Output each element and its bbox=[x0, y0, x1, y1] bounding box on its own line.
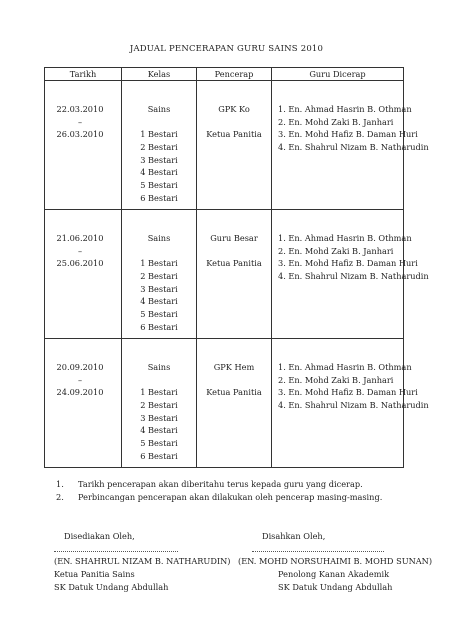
kelas-item: 2 Bestari bbox=[140, 142, 178, 153]
signatory-school: SK Datuk Undang Abdullah bbox=[278, 582, 393, 592]
note-number: 2. bbox=[56, 492, 64, 502]
pencerap-item: Ketua Panitia bbox=[206, 387, 262, 398]
cell-tarikh bbox=[45, 81, 122, 210]
kelas-item bbox=[122, 116, 196, 129]
signature-line bbox=[54, 551, 178, 552]
date-end: 24.09.2010 bbox=[56, 387, 104, 398]
note-item bbox=[56, 478, 382, 491]
date-separator: – bbox=[77, 116, 83, 127]
note-item bbox=[56, 491, 382, 504]
date-end: 25.06.2010 bbox=[56, 258, 104, 269]
date-start: 22.03.2010 bbox=[56, 104, 104, 114]
cell-pencerap bbox=[197, 210, 272, 339]
header-kelas: Kelas bbox=[122, 68, 197, 81]
kelas-item: 6 Bestari bbox=[140, 192, 178, 203]
signature-label: Disahkan Oleh, bbox=[262, 531, 326, 541]
cell-kelas bbox=[122, 81, 197, 210]
page-title: JADUAL PENCERAPAN GURU SAINS 2010 bbox=[129, 44, 324, 54]
guru-item: 4. En. Shahrul Nizam B. Natharudin bbox=[278, 400, 429, 411]
kelas-item: 3 Bestari bbox=[140, 412, 178, 423]
signature-block-left bbox=[54, 530, 231, 594]
signatory-name: (EN. MOHD NORSUHAIMI B. MOHD SUNAN) bbox=[238, 556, 433, 566]
signature-block-right bbox=[238, 530, 432, 594]
cell-pencerap bbox=[197, 339, 272, 468]
pencerap-item bbox=[197, 116, 271, 129]
note-text: Tarikh pencerapan akan diberitahu terus kepada guru yang dicerap. bbox=[78, 479, 363, 489]
kelas-item bbox=[122, 374, 196, 387]
guru-item: 2. En. Mohd Zaki B. Janhari bbox=[278, 245, 394, 256]
kelas-item: 5 Bestari bbox=[140, 438, 178, 449]
date-separator: – bbox=[77, 245, 83, 256]
kelas-item: 6 Bestari bbox=[140, 321, 178, 332]
pencerap-item bbox=[197, 374, 271, 387]
notes-list bbox=[56, 478, 382, 504]
cell-pencerap bbox=[197, 81, 272, 210]
date-separator: – bbox=[77, 374, 83, 385]
kelas-item: 3 Bestari bbox=[140, 154, 178, 165]
guru-item: 4. En. Shahrul Nizam B. Natharudin bbox=[278, 142, 429, 153]
cell-guru-dicerap bbox=[272, 210, 429, 339]
kelas-item: Sains bbox=[147, 362, 171, 372]
cell-guru-dicerap bbox=[272, 339, 429, 468]
guru-item: 2. En. Mohd Zaki B. Janhari bbox=[278, 116, 394, 127]
pencerap-item: Ketua Panitia bbox=[206, 258, 262, 269]
kelas-item: 4 Bestari bbox=[140, 296, 178, 307]
kelas-item: 5 Bestari bbox=[140, 180, 178, 191]
cell-tarikh bbox=[45, 210, 122, 339]
cell-tarikh bbox=[45, 339, 122, 468]
guru-item: 4. En. Shahrul Nizam B. Natharudin bbox=[278, 271, 429, 282]
kelas-item: 4 Bestari bbox=[140, 425, 178, 436]
pencerap-item: Guru Besar bbox=[210, 233, 258, 243]
kelas-item: 1 Bestari bbox=[140, 387, 178, 398]
table-row bbox=[45, 210, 404, 339]
header-guru-dicerap: Guru Dicerap bbox=[272, 68, 404, 81]
kelas-item: 6 Bestari bbox=[140, 450, 178, 461]
date-start: 21.06.2010 bbox=[56, 233, 104, 243]
guru-item: 3. En. Mohd Hafiz B. Daman Huri bbox=[278, 258, 418, 269]
kelas-item: Sains bbox=[147, 233, 171, 243]
cell-kelas bbox=[122, 210, 197, 339]
kelas-item: 1 Bestari bbox=[140, 129, 178, 140]
cell-kelas bbox=[122, 339, 197, 468]
kelas-item: 2 Bestari bbox=[140, 400, 178, 411]
pencerap-item: GPK Ko bbox=[218, 104, 250, 114]
pencerap-item: Ketua Panitia bbox=[206, 129, 262, 140]
guru-item: 2. En. Mohd Zaki B. Janhari bbox=[278, 374, 394, 385]
kelas-item: Sains bbox=[147, 104, 171, 114]
table-row bbox=[45, 339, 404, 468]
guru-item: 3. En. Mohd Hafiz B. Daman Huri bbox=[278, 387, 418, 398]
pencerap-item bbox=[197, 245, 271, 258]
guru-item: 3. En. Mohd Hafiz B. Daman Huri bbox=[278, 129, 418, 140]
date-end: 26.03.2010 bbox=[56, 129, 104, 140]
signatory-position: Ketua Panitia Sains bbox=[54, 569, 135, 579]
kelas-item: 1 Bestari bbox=[140, 258, 178, 269]
guru-item: 1. En. Ahmad Hasrin B. Othman bbox=[278, 362, 412, 372]
signatory-name: (EN. SHAHRUL NIZAM B. NATHARUDIN) bbox=[54, 556, 231, 566]
kelas-item: 3 Bestari bbox=[140, 283, 178, 294]
kelas-item: 4 Bestari bbox=[140, 167, 178, 178]
header-tarikh: Tarikh bbox=[45, 68, 122, 81]
header-pencerap: Pencerap bbox=[197, 68, 272, 81]
cell-guru-dicerap bbox=[272, 81, 429, 210]
table-header-row bbox=[45, 68, 404, 81]
signatory-school: SK Datuk Undang Abdullah bbox=[54, 582, 169, 592]
kelas-item: 5 Bestari bbox=[140, 309, 178, 320]
signature-line bbox=[252, 551, 384, 552]
signature-label: Disediakan Oleh, bbox=[64, 531, 135, 541]
guru-item: 1. En. Ahmad Hasrin B. Othman bbox=[278, 233, 412, 243]
note-number: 1. bbox=[56, 479, 64, 489]
date-start: 20.09.2010 bbox=[56, 362, 104, 372]
pencerap-item: GPK Hem bbox=[213, 362, 255, 372]
kelas-item: 2 Bestari bbox=[140, 271, 178, 282]
note-text: Perbincangan pencerapan akan dilakukan oleh pencerap masing-masing. bbox=[78, 492, 383, 502]
signatory-position: Penolong Kanan Akademik bbox=[278, 569, 390, 579]
schedule-table bbox=[44, 67, 429, 468]
guru-item: 1. En. Ahmad Hasrin B. Othman bbox=[278, 104, 412, 114]
kelas-item bbox=[122, 245, 196, 258]
table-row bbox=[45, 81, 404, 210]
